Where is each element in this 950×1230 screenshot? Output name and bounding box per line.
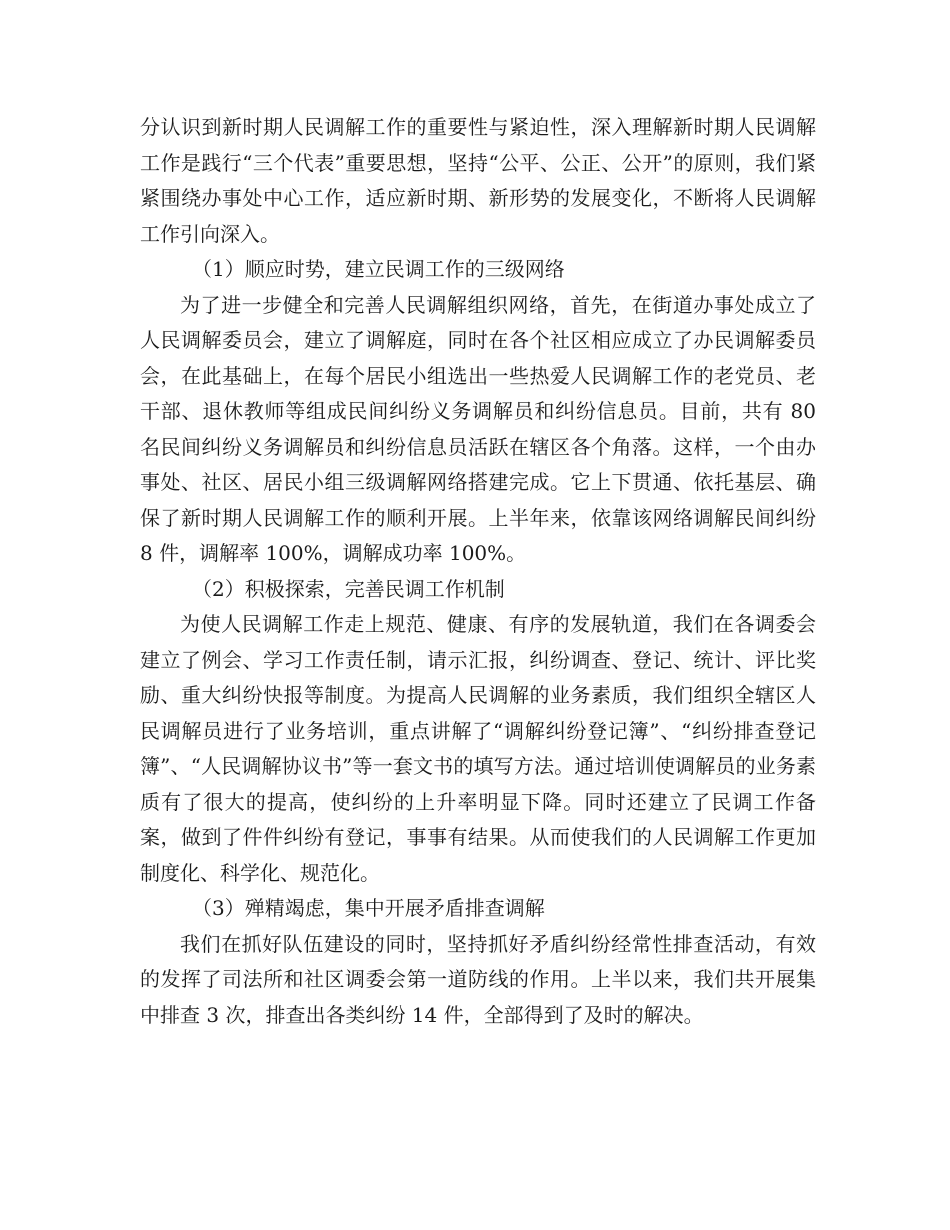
section-heading-2: （2）积极探索，完善民调工作机制 xyxy=(192,576,505,601)
section-heading-1: （1）顺应时势，建立民调工作的三级网络 xyxy=(192,257,565,281)
body-paragraph-continued: 分认识到新时期人民调解工作的重要性与紧迫性，深入理解新时期人民调解工作是践行“三个代表”重要思想，坚持“公平、公正、公开”的原则，我们紧紧围绕办事处中心工作，适应新时期、新形势的发展变化，不断将人民调解工作引向深入。 xyxy=(140,115,816,246)
document-page xyxy=(140,110,816,1033)
body-paragraph-investigation: 我们在抓好队伍建设的同时，坚持抓好矛盾纠纷经常性排查活动，有效的发挥了司法所和社区调委会第一道防线的作用。上半以来，我们共开展集中排查 3 次，排查出各类纠纷 14 件，全部得到了及时的解决。 xyxy=(140,931,816,1027)
body-paragraph-network: 为了进一步健全和完善人民调解组织网络，首先，在街道办事处成立了人民调解委员会，建立了调解庭，同时在各个社区相应成立了办民调解委员会，在此基础上，在每个居民小组选出一些热爱人民调解工作的老党员、老干部、退休教师等组成民间纠纷义务调解员和纠纷信息员。目前，共有 80 名民间纠纷义务调解员和纠纷信息员活跃在辖区各个角落。这样，一个由办事处、社区、居民小组三级调解网络搭建完成。它上下贯通、依托基层、确保了新时期人民调解工作的顺利开展。上半年来，依靠该网络调解民间纠纷 8 件，调解率 100%，调解成功率 100%。 xyxy=(140,292,816,565)
body-paragraph-mechanism: 为使人民调解工作走上规范、健康、有序的发展轨道，我们在各调委会建立了例会、学习工作责任制，请示汇报，纠纷调查、登记、统计、评比奖励、重大纠纷快报等制度。为提高人民调解的业务素质，我们组织全辖区人民调解员进行了业务培训，重点讲解了“调解纠纷登记簿”、“纠纷排查登记簿”、“人民调解协议书”等一套文书的填写方法。通过培训使调解员的业务素质有了很大的提高，使纠纷的上升率明显下降。同时还建立了民调工作备案，做到了件件纠纷有登记，事事有结果。从而使我们的人民调解工作更加制度化、科学化、规范化。 xyxy=(140,612,816,885)
section-heading-3: （3）殚精竭虑，集中开展矛盾排查调解 xyxy=(192,896,545,920)
